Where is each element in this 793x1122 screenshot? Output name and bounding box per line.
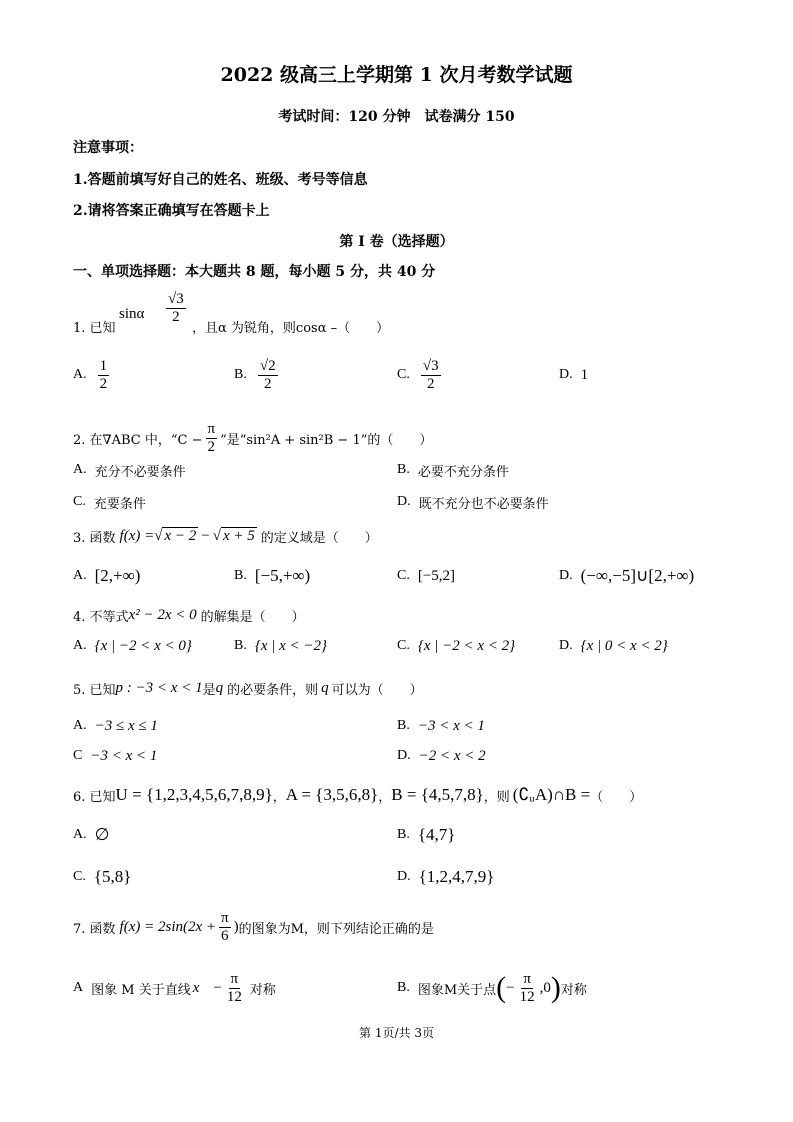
q7-tail: 的图象为M，则下列结论正确的是 <box>238 921 434 937</box>
q1-lead: 1. 已知 <box>73 321 116 336</box>
q5-option-b <box>397 717 485 735</box>
q6-tail: （ ） <box>590 789 643 805</box>
option-text: (−∞,−5]∪[2,+∞) <box>580 566 695 585</box>
fraction-numerator: √2 <box>259 357 276 374</box>
q1-fraction <box>163 291 189 326</box>
option-text: 图象M关于点 <box>417 982 497 998</box>
q1-fraction-denominator: 2 <box>172 309 180 325</box>
q4-option-a <box>73 636 192 656</box>
notice-item-2: 2.请将答案正确填写在答题卡上 <box>73 203 270 219</box>
option-text: [2,+∞) <box>94 566 141 585</box>
option-label: A. <box>73 568 87 583</box>
option-text: {4,7} <box>417 825 456 844</box>
q4-option-d <box>559 636 668 656</box>
option-math-variable: x <box>192 979 200 996</box>
q3-stem <box>73 525 378 547</box>
fraction-denominator: 12 <box>226 988 242 1005</box>
q1-fraction-numerator: √3 <box>168 291 184 307</box>
fraction-numerator: 1 <box>99 357 108 374</box>
option-label: D. <box>559 638 573 653</box>
option-text: [−5,2] <box>417 567 456 584</box>
q5-lead: 5. 已知 <box>73 682 116 698</box>
option-label: B. <box>234 638 247 653</box>
q1-option-b <box>234 354 281 396</box>
q4-option-b <box>234 636 327 656</box>
q4-stem <box>73 605 305 625</box>
q7-stem <box>73 907 434 947</box>
q6-stem <box>73 784 642 806</box>
q1-expr: sinα <box>119 306 145 322</box>
option-math-operator: − <box>506 979 515 996</box>
q7-lead: 7. 函数 <box>73 921 116 937</box>
fraction-denominator: 2 <box>207 438 216 455</box>
option-label: B. <box>234 367 247 382</box>
fraction-denominator: 2 <box>426 375 435 392</box>
option-label: A. <box>73 827 87 842</box>
q7-expr-post: ) <box>233 918 239 935</box>
q2-stem <box>73 419 432 457</box>
q5-option-d <box>397 747 486 765</box>
q5-stem <box>73 678 423 698</box>
option-text: 必要不充分条件 <box>417 464 509 480</box>
q2-fraction <box>206 421 218 456</box>
q6-option-a <box>73 824 109 846</box>
q6-option-c <box>73 866 131 888</box>
page-footer: 第 1页/共 3页 <box>359 1026 434 1040</box>
option-label: C. <box>73 494 86 509</box>
q3-minus: − <box>201 527 210 544</box>
option-text: −2 < x < 2 <box>418 747 486 764</box>
exam-title: 2022 级高三上学期第 1 次月考数学试题 <box>220 64 573 86</box>
radicand: x + 5 <box>222 528 255 544</box>
option-label: A. <box>73 462 87 477</box>
option-label: C <box>73 748 83 763</box>
q6-lead: 6. 已知 <box>73 789 116 805</box>
q7-option-b <box>397 966 587 1010</box>
fraction-numerator: π <box>523 970 531 987</box>
option-label: D. <box>397 494 411 509</box>
option-label: A <box>73 980 84 995</box>
q5-mid-1: 是 <box>202 682 216 698</box>
q3-options <box>0 565 793 587</box>
q6-options-row-1 <box>0 824 793 846</box>
sqrt-sign: √ <box>154 528 163 544</box>
option-text: −3 < x < 1 <box>90 747 158 764</box>
q3-function: f(x) = <box>119 527 155 544</box>
fraction-numerator: √3 <box>422 357 439 374</box>
option-fraction <box>421 358 441 393</box>
option-tail: 对称 <box>249 982 276 998</box>
q1-option-c <box>397 354 444 396</box>
option-text: 1 <box>580 366 589 383</box>
option-fraction <box>518 971 537 1006</box>
option-label: D. <box>559 568 573 583</box>
q6-mid: ，则 <box>483 789 510 805</box>
q3-lead: 3. 函数 <box>73 530 116 546</box>
q4-inequality: x² − 2x < 0 <box>128 606 197 623</box>
q1-options <box>0 354 793 396</box>
option-label: A. <box>73 718 87 733</box>
option-tail: 对称 <box>560 982 587 998</box>
fraction-denominator: 12 <box>519 988 535 1005</box>
q2-lead: 2. 在∇ABC 中，“C − <box>73 432 203 448</box>
q5-options-row-1 <box>0 717 793 735</box>
q2-tail: ”是“sin²A + sin²B − 1”的（ ） <box>220 432 433 448</box>
option-text: [−5,+∞) <box>254 566 311 585</box>
section-title: 一、单项选择题：本大题共 8 题，每小题 5 分，共 40 分 <box>73 264 436 280</box>
option-text: {x | −2 < x < 2} <box>417 637 516 654</box>
fraction-numerator: π <box>221 909 229 926</box>
q2-option-c <box>73 493 146 511</box>
fraction-denominator: 2 <box>263 375 272 392</box>
q2-options-row-1 <box>0 461 793 479</box>
q7-option-a <box>73 966 276 1010</box>
q2-option-b <box>397 461 509 479</box>
q3-sqrt-2 <box>213 527 257 545</box>
q5-tail: 可以为（ ） <box>331 682 423 698</box>
option-math-operator: − <box>213 979 222 996</box>
option-text: 充分不必要条件 <box>94 464 186 480</box>
option-label: C. <box>397 638 410 653</box>
option-label: C. <box>397 367 410 382</box>
option-text: −3 ≤ x ≤ 1 <box>94 717 158 734</box>
q6-option-d <box>397 866 494 888</box>
option-label: C. <box>73 869 86 884</box>
option-label: B. <box>397 827 410 842</box>
option-text: {x | −2 < x < 0} <box>94 637 192 654</box>
fraction-denominator: 2 <box>99 375 108 392</box>
q6-options-row-2 <box>0 866 793 888</box>
q3-option-c <box>397 565 455 587</box>
q5-mid-2: 的必要条件，则 <box>227 682 319 698</box>
q6-set-b: B = {4,5,7,8} <box>391 785 484 804</box>
q6-expression: (∁ᵤA)∩B = <box>512 785 591 804</box>
q2-options-row-2 <box>0 493 793 511</box>
option-label: B. <box>397 980 410 995</box>
option-text: ∅ <box>94 825 110 844</box>
q4-lead: 4. 不等式 <box>73 609 129 625</box>
option-text: 既不充分也不必要条件 <box>418 496 549 512</box>
q7-options <box>0 966 793 1010</box>
option-label: B. <box>397 718 410 733</box>
q6-set-u: U = {1,2,3,4,5,6,7,8,9} <box>115 785 273 804</box>
q5-option-c <box>73 747 157 765</box>
option-label: D. <box>559 367 573 382</box>
fraction-denominator: 6 <box>221 927 229 944</box>
option-fraction <box>98 358 110 393</box>
option-text: −3 < x < 1 <box>417 717 485 734</box>
q4-option-c <box>397 636 515 656</box>
q3-option-b <box>234 565 310 587</box>
q7-fraction <box>219 910 231 945</box>
option-label: B. <box>397 462 410 477</box>
q2-option-d <box>397 493 549 511</box>
q5-q-2: q <box>321 679 329 696</box>
radicand: x − 2 <box>164 528 197 544</box>
q3-sqrt-1 <box>154 527 198 545</box>
q6-set-a: A = {3,5,6,8} <box>285 785 379 804</box>
option-label: C. <box>397 568 410 583</box>
option-label: B. <box>234 568 247 583</box>
option-text: {5,8} <box>93 867 132 886</box>
option-text: {x | 0 < x < 2} <box>580 637 668 654</box>
q5-option-a <box>73 717 158 735</box>
fraction-numerator: π <box>230 970 239 987</box>
fraction-numerator: π <box>207 420 216 437</box>
notice-heading: 注意事项： <box>73 140 143 156</box>
option-right-paren: ) <box>550 971 561 1004</box>
q3-tail: 的定义域是（ ） <box>260 530 378 546</box>
q3-option-d <box>559 565 694 587</box>
sqrt-sign: √ <box>212 528 221 544</box>
q6-separator: ， <box>272 789 286 805</box>
q7-expr-pre: f(x) = 2sin(2x + <box>119 918 217 935</box>
q3-option-a <box>73 565 140 587</box>
option-left-paren: ( <box>496 971 507 1004</box>
q6-separator: ， <box>378 789 392 805</box>
q1-tail: ，且α 为锐角，则cosα –（ ） <box>192 321 390 336</box>
q5-options-row-2 <box>0 747 793 765</box>
option-fraction <box>225 971 244 1006</box>
exam-subtitle: 考试时间：120 分钟 试卷满分 150 <box>278 109 515 125</box>
q2-option-a <box>73 461 186 479</box>
q5-condition-p: p : −3 < x < 1 <box>115 679 203 696</box>
option-text: {1,2,4,7,9} <box>418 867 495 886</box>
option-label: D. <box>397 748 411 763</box>
option-point-value: ,0 <box>539 979 551 996</box>
notice-item-1: 1.答题前填写好自己的姓名、班级、考号等信息 <box>73 172 368 188</box>
option-fraction <box>258 358 278 393</box>
q6-option-b <box>397 824 455 846</box>
option-label: A. <box>73 367 87 382</box>
q1-option-d <box>559 354 588 396</box>
option-text: 图象 M 关于直线 <box>91 982 191 998</box>
option-text: {x | x < −2} <box>254 637 328 654</box>
option-label: D. <box>397 869 411 884</box>
q1-fraction-body <box>166 291 186 326</box>
q4-tail: 的解集是（ ） <box>200 609 305 625</box>
q4-options <box>0 636 793 656</box>
option-text: 充要条件 <box>93 496 146 512</box>
q1-option-a <box>73 354 112 396</box>
option-label: A. <box>73 638 87 653</box>
q5-q: q <box>215 679 224 696</box>
part-title: 第 I 卷（选择题） <box>339 234 454 250</box>
